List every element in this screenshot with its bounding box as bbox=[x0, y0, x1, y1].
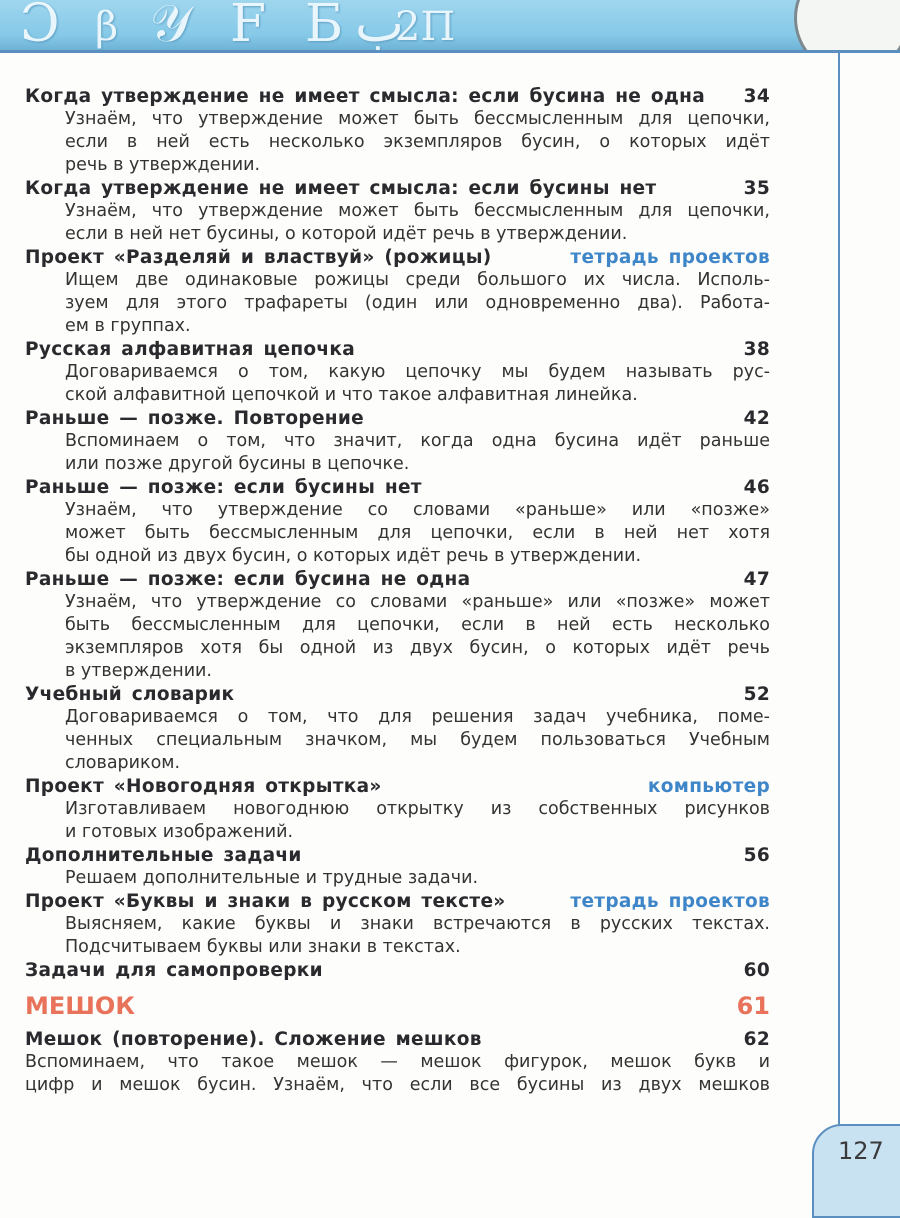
entry-title-row bbox=[25, 890, 770, 913]
entry-title-row bbox=[25, 683, 770, 706]
banner-glyph: β bbox=[95, 4, 119, 50]
description-line: может быть бессмысленным для цепочки, если в ней нет хотя bbox=[65, 523, 770, 543]
section-page-number: 61 bbox=[736, 992, 770, 1020]
entry-description bbox=[25, 361, 770, 407]
entry-title: Задачи для самопроверки bbox=[25, 960, 323, 981]
description-line: в утверждении. bbox=[65, 661, 212, 681]
description-line: Вспоминаем о том, что значит, когда одна бусина идёт раньше bbox=[65, 431, 770, 451]
entry-title: Раньше — позже: если бусина не одна bbox=[25, 569, 471, 590]
description-line: Изготавливаем новогоднюю открытку из собственных рисунков bbox=[65, 799, 770, 819]
entry-title-row bbox=[25, 775, 770, 798]
description-line: цифр и мешок бусин. Узнаём, что если все бусины из двух мешков bbox=[25, 1075, 770, 1095]
entry-page-number: 35 bbox=[743, 178, 770, 199]
entry-description bbox=[25, 867, 770, 890]
toc-entry bbox=[25, 844, 770, 890]
entry-description bbox=[25, 200, 770, 246]
toc-entry bbox=[25, 476, 770, 568]
entry-description bbox=[25, 499, 770, 568]
description-line: Решаем дополнительные и трудные задачи. bbox=[65, 868, 479, 888]
description-line: Узнаём, что утверждение со словами «раньше» или «позже» bbox=[65, 500, 770, 520]
entry-title: Раньше — позже. Повторение bbox=[25, 408, 364, 429]
banner-glyph: ب bbox=[355, 0, 404, 53]
entry-title: Проект «Разделяй и властвуй» (рожицы) bbox=[25, 247, 492, 268]
toc-entry bbox=[25, 177, 770, 246]
toc-entry bbox=[25, 890, 770, 959]
description-line: и готовых изображений. bbox=[65, 822, 294, 842]
description-line: или позже другой бусины в цепочке. bbox=[65, 454, 410, 474]
entry-title-row bbox=[25, 177, 770, 200]
entry-title: Раньше — позже: если бусины нет bbox=[25, 477, 422, 498]
entry-title: Проект «Новогодняя открытка» bbox=[25, 776, 382, 797]
description-line: ской алфавитной цепочкой и что такое алфавитная линейка. bbox=[65, 385, 638, 405]
entry-page-number: 46 bbox=[743, 477, 770, 498]
toc-entry bbox=[25, 85, 770, 177]
entry-page-number: 56 bbox=[743, 845, 770, 866]
entry-title-row bbox=[25, 568, 770, 591]
description-line: Выясняем, какие буквы и знаки встречаются в русских текстах. bbox=[65, 914, 770, 934]
entry-page-number: 34 bbox=[743, 86, 770, 107]
header-banner bbox=[0, 0, 900, 53]
description-line: если в ней нет бусины, о которой идёт речь в утверждении. bbox=[65, 224, 628, 244]
section-heading bbox=[25, 992, 770, 1020]
banner-glyph: 2П bbox=[395, 4, 456, 50]
entry-reference: компьютер bbox=[647, 776, 770, 797]
toc-entry bbox=[25, 1028, 770, 1097]
banner-glyph: F bbox=[230, 0, 267, 53]
toc-entry bbox=[25, 568, 770, 683]
clock-icon bbox=[794, 0, 900, 53]
entry-title-row bbox=[25, 476, 770, 499]
banner-glyph: Б bbox=[305, 0, 344, 53]
description-line: Узнаём, что утверждение может быть бессмысленным для цепочки, bbox=[65, 201, 770, 221]
entry-description bbox=[25, 269, 770, 338]
toc-entry bbox=[25, 338, 770, 407]
description-line: Узнаём, что утверждение может быть бессмысленным для цепочки, bbox=[65, 109, 770, 129]
description-line: Ищем две одинаковые рожицы среди большого их числа. Исполь- bbox=[65, 270, 770, 290]
entry-title-row bbox=[25, 407, 770, 430]
entry-title-row bbox=[25, 959, 770, 982]
toc-entry bbox=[25, 246, 770, 338]
entry-description bbox=[25, 108, 770, 177]
entry-page-number: 62 bbox=[743, 1029, 770, 1050]
description-line: Договариваемся о том, какую цепочку мы будем называть рус- bbox=[65, 362, 770, 382]
entry-title-row bbox=[25, 1028, 770, 1051]
toc-entry bbox=[25, 683, 770, 775]
entry-reference: тетрадь проектов bbox=[570, 891, 770, 912]
entry-page-number: 42 bbox=[743, 408, 770, 429]
description-line: словариком. bbox=[65, 753, 181, 773]
entry-description bbox=[25, 913, 770, 959]
entry-page-number: 52 bbox=[743, 684, 770, 705]
entry-description bbox=[25, 1051, 770, 1097]
description-line: если в ней есть несколько экземпляров бусин, о которых идёт bbox=[65, 132, 770, 152]
description-line: бы одной из двух бусин, о которых идёт речь в утверждении. bbox=[65, 546, 642, 566]
entry-page-number: 47 bbox=[743, 569, 770, 590]
description-line: ем в группах. bbox=[65, 316, 191, 336]
description-line: Подсчитываем буквы или знаки в текстах. bbox=[65, 937, 461, 957]
entry-page-number: 38 bbox=[743, 339, 770, 360]
entry-title: Когда утверждение не имеет смысла: если бусины нет bbox=[25, 178, 657, 199]
entry-title: Учебный словарик bbox=[25, 684, 235, 705]
entry-title-row bbox=[25, 85, 770, 108]
banner-glyph: Ɔ bbox=[20, 0, 60, 53]
entry-description bbox=[25, 798, 770, 844]
toc-entry bbox=[25, 775, 770, 844]
table-of-contents bbox=[25, 85, 770, 1097]
toc-entry bbox=[25, 959, 770, 982]
entry-title: Когда утверждение не имеет смысла: если бусина не одна bbox=[25, 86, 706, 107]
description-line: речь в утверждении. bbox=[65, 155, 261, 175]
entry-title-row bbox=[25, 844, 770, 867]
entry-page-number: 60 bbox=[743, 960, 770, 981]
margin-line bbox=[838, 53, 840, 1125]
description-line: быть бессмысленным для цепочки, если в ней есть несколько bbox=[65, 615, 770, 635]
entry-title: Русская алфавитная цепочка bbox=[25, 339, 356, 360]
entry-description bbox=[25, 591, 770, 683]
description-line: Узнаём, что утверждение со словами «раньше» или «позже» может bbox=[65, 592, 770, 612]
entry-title-row bbox=[25, 338, 770, 361]
description-line: Вспоминаем, что такое мешок — мешок фигурок, мешок букв и bbox=[25, 1052, 770, 1072]
entry-title: Проект «Буквы и знаки в русском тексте» bbox=[25, 891, 506, 912]
toc-entry bbox=[25, 407, 770, 476]
entry-title-row bbox=[25, 246, 770, 269]
entry-title: Дополнительные задачи bbox=[25, 845, 302, 866]
entry-description bbox=[25, 430, 770, 476]
entry-description bbox=[25, 706, 770, 775]
entry-reference: тетрадь проектов bbox=[570, 247, 770, 268]
description-line: Договариваемся о том, что для решения задач учебника, поме- bbox=[65, 707, 770, 727]
banner-glyph: 𝒴 bbox=[150, 0, 191, 53]
description-line: ченных специальным значком, мы будем пользоваться Учебным bbox=[65, 730, 770, 750]
section-title: МЕШОК bbox=[25, 992, 135, 1020]
entry-title: Мешок (повторение). Сложение мешков bbox=[25, 1029, 482, 1050]
page-number: 127 bbox=[838, 1137, 884, 1165]
description-line: экземпляров хотя бы одной из двух бусин, о которых идёт речь bbox=[65, 638, 770, 658]
description-line: зуем для этого трафареты (один или одновременно два). Работа- bbox=[65, 293, 770, 313]
